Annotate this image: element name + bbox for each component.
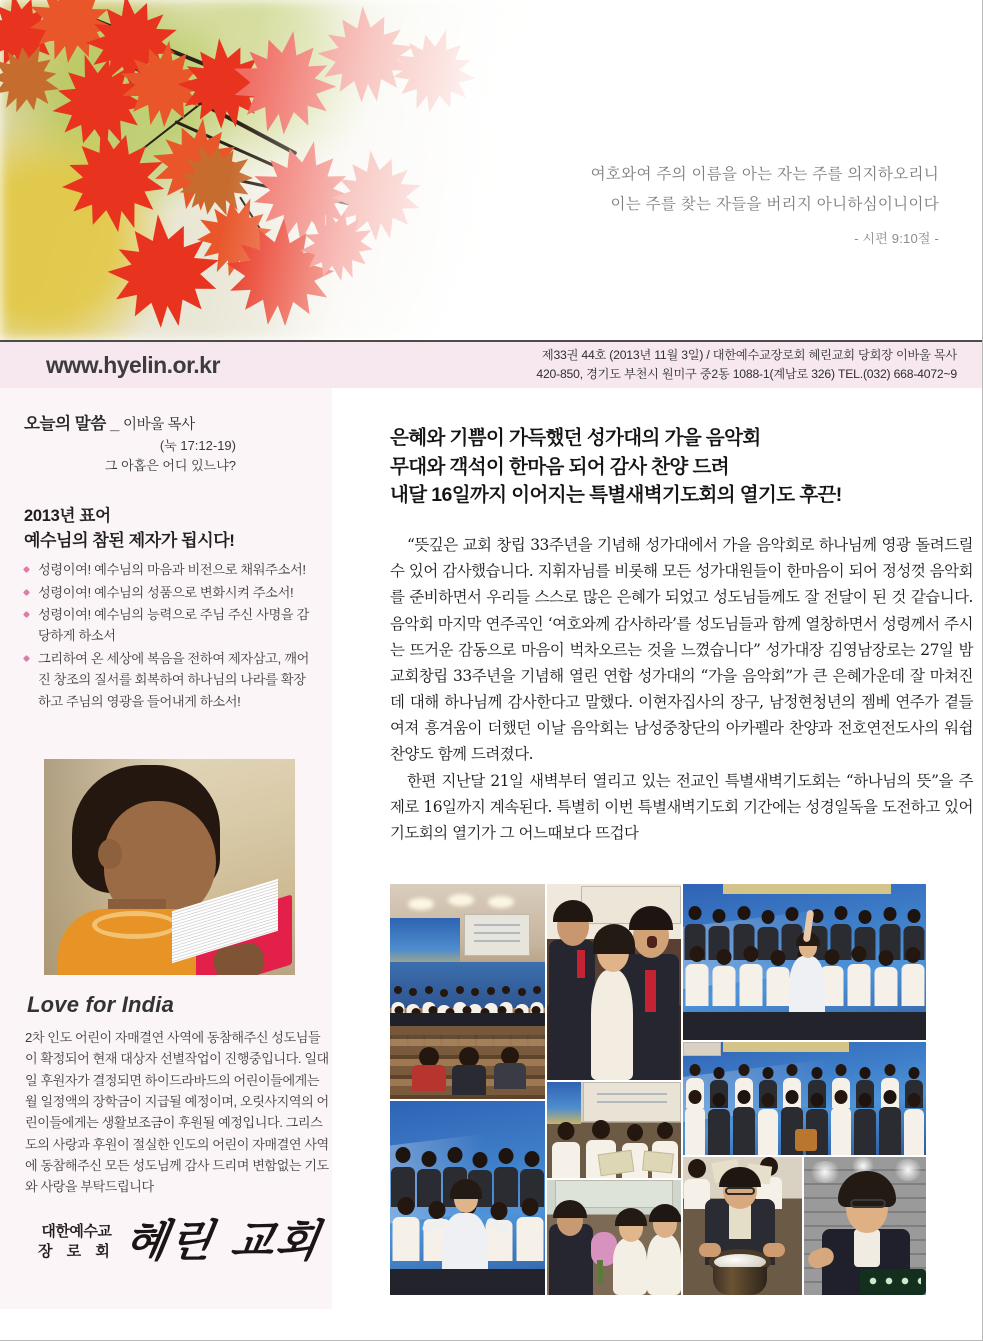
photo-sanctuary-wide-choir[interactable] — [390, 884, 545, 1099]
main-article — [390, 424, 973, 846]
projector-screen — [464, 914, 530, 956]
article-paragraph-1: “뜻깊은 교회 창립 33주년을 기념해 성가대에서 가을 음악회로 하나님께 영광 돌려드릴 수 있어 감사했습니다. 지휘자님를 비롯해 모든 성가대원들이 한마음이 되어 정성껏 음악회를 준비하면서 우리들 스스로 많은 은혜가 되었고 성도님들께도 잘 전달이 된 것 같습니다. 음악회 마지막 연주곡인 ‘여호와께 감사하라’를 성도님들과 함께 열창하면서 성령께서 주시는 뜨거운 감동으로 마음이 벅차오르는 것을 느꼈습니다” 성가대장 김영남장로는 27일 밤 교회창립 33주년을 기념해 열린 연합 성가대의 “가을 음악회”가 큰 은혜가운데 잘 마쳐진데 대해 하나님께 감사한다고 말했다. 이현자집사의 장구, 남정현청년의 젬베 연주가 곁들여져 흥겨움이 더했던 이날 음악회는 남성중창단의 아카펠라 찬양과 전호연전도사의 워쉽찬양도 함께 드려졌다. — [390, 535, 973, 764]
motto-item-label: 성령이여! 예수님의 능력으로 주님 주신 사명을 감당하게 하소서 — [38, 607, 309, 644]
eyeglasses-icon — [850, 1199, 886, 1208]
india-section-body: 2차 인도 어린이 자매결연 사역에 동참해주신 성도님들이 확정되어 현재 대상자 선별작업이 진행중입니다. 일대일 후원자가 결정되면 하이드라바드의 어린이들에게는 월 일정액의 장학금이 지급될 예정이며, 오릿사지역의 어린이들에게는 생활보조금이 후원될 예정입니다. 그리스도의 사랑과 후원이 절실한 인도의 어린이 자매결연 사역에 동참해주신 모든 성도님께 감사 드리며 변함없는 기도와 사랑을 부탁드립니다 — [25, 1030, 329, 1195]
scripture-verse — [419, 160, 939, 252]
verse-line-1: 여호와여 주의 이름을 아는 자는 주를 의지하오리니 — [590, 166, 939, 183]
publication-info — [340, 346, 983, 384]
photo-djembe-player[interactable] — [683, 1157, 802, 1295]
india-section-title: Love for India — [27, 992, 175, 1017]
publication-issue-line: 제33권 44호 (2013년 11월 3일) / 대한예수교장로회 혜린교회 당회장 이바울 목사 — [541, 348, 957, 363]
photo-choir-raised-hands[interactable] — [390, 1101, 545, 1295]
article-body — [390, 532, 973, 846]
sermon-heading — [24, 410, 312, 434]
sermon-pastor: 이바울 목사 — [123, 417, 195, 433]
music-score — [642, 1150, 674, 1173]
photo-flower-presentation[interactable] — [547, 1180, 681, 1295]
necktie — [577, 950, 585, 978]
photo-collage — [390, 884, 973, 1295]
bullet-diamond-icon — [23, 655, 30, 662]
child-ear — [98, 839, 122, 869]
bullet-diamond-icon — [23, 611, 30, 618]
bullet-diamond-icon — [23, 589, 30, 596]
headline-line-3: 내달 16일까지 이어지는 특별새벽기도회의 열기도 후끈! — [390, 484, 842, 507]
bouquet-stem — [597, 1260, 603, 1284]
woman-dress — [591, 970, 633, 1080]
sermon-title: 오늘의 말씀 _ — [24, 415, 119, 433]
player-hand — [699, 1243, 721, 1257]
open-mouth — [647, 936, 657, 948]
child-collar — [92, 911, 178, 939]
sermon-subject: 그 아홉은 어디 있느냐? — [104, 458, 236, 474]
motto-item-label: 그리하여 온 세상에 복음을 전하여 제자삼고, 깨어진 창조의 질서를 회복하여 하나님의 나라를 확장하고 주님의 영광을 들어내게 하소서! — [38, 650, 309, 709]
motto-item — [24, 582, 312, 603]
projector-screen — [583, 1082, 681, 1122]
photo-soloists-singing[interactable] — [547, 884, 681, 1080]
music-stand — [860, 1269, 926, 1295]
man-suit — [549, 940, 595, 1080]
stool — [795, 1129, 817, 1151]
verse-reference: - 시편 9:10절 - — [854, 231, 939, 247]
music-score — [598, 1150, 635, 1177]
woman-dress — [647, 1234, 681, 1295]
player-hand — [763, 1243, 785, 1257]
event-banner — [547, 1082, 581, 1124]
sermon-scripture: (눅 17:12-19) — [159, 438, 236, 453]
india-child-photo — [44, 759, 295, 975]
eyeglasses-icon — [725, 1187, 755, 1195]
article-headline — [390, 424, 973, 510]
article-paragraph-2: 한편 지난달 21일 새벽부터 열리고 있는 전교인 특별새벽기도회는 “하나님의 뜻”을 주제로 16일까지 계속된다. 특별히 이번 특별새벽기도회 기간에는 성경일독을 도전하고 있어 기도회의 열기가 그 어느때보다 뜨겁다 — [390, 771, 973, 843]
motto-list — [24, 559, 312, 712]
hero-banner — [0, 0, 983, 340]
necktie — [645, 970, 656, 1012]
sidebar — [0, 388, 332, 1309]
djembe-body — [713, 1267, 767, 1295]
denomination-line-2: 장 로 회 — [38, 1243, 115, 1260]
headline-line-2: 무대와 객석이 한마음 되어 감사 찬양 드려 — [390, 455, 729, 478]
motto-main-text: 예수님의 참된 제자가 됩시다! — [24, 531, 235, 551]
player-vest — [729, 1205, 751, 1239]
motto-item-label: 성령이여! 예수님의 성품으로 변화시켜 주소서! — [38, 584, 294, 600]
motto-item-label: 성령이여! 예수님의 마음과 비전으로 채워주소서! — [38, 562, 306, 578]
masthead-bar — [0, 340, 983, 388]
church-logo — [38, 1216, 325, 1267]
website-url[interactable]: www.hyelin.or.kr — [46, 351, 220, 378]
motto-item — [24, 604, 312, 647]
stage-top-banner — [723, 1042, 849, 1052]
photo-mixed-choir-stage[interactable] — [683, 1042, 926, 1155]
photo-conductor[interactable] — [804, 1157, 926, 1295]
verse-line-2: 이는 주를 찾는 자들을 버리지 아니하심이니이다 — [610, 196, 939, 214]
motto-item — [24, 648, 312, 712]
church-name-calligraphy: 혜린 교회 — [120, 1216, 325, 1267]
denomination-text — [38, 1222, 115, 1262]
denomination-line-1: 대한예수교 — [41, 1223, 112, 1241]
headline-line-1: 은혜와 기쁨이 가득했던 성가대의 가을 음악회 — [390, 427, 761, 449]
bullet-diamond-icon — [23, 566, 30, 573]
stage-top-banner — [723, 884, 891, 894]
photo-choir-white-robes[interactable] — [683, 884, 926, 1040]
projector-screen — [683, 1042, 721, 1056]
woman-dress — [613, 1238, 647, 1295]
motto-year-label: 2013년 표어 — [24, 507, 111, 526]
conductor-blouse — [854, 1229, 880, 1267]
motto-item — [24, 559, 312, 580]
photo-choir-with-scores[interactable] — [547, 1082, 681, 1178]
publication-address-line: 420-850, 경기도 부천시 원미구 중2동 1088-1(계남로 326) TEL.(032) 668-4072~9 — [536, 367, 957, 381]
